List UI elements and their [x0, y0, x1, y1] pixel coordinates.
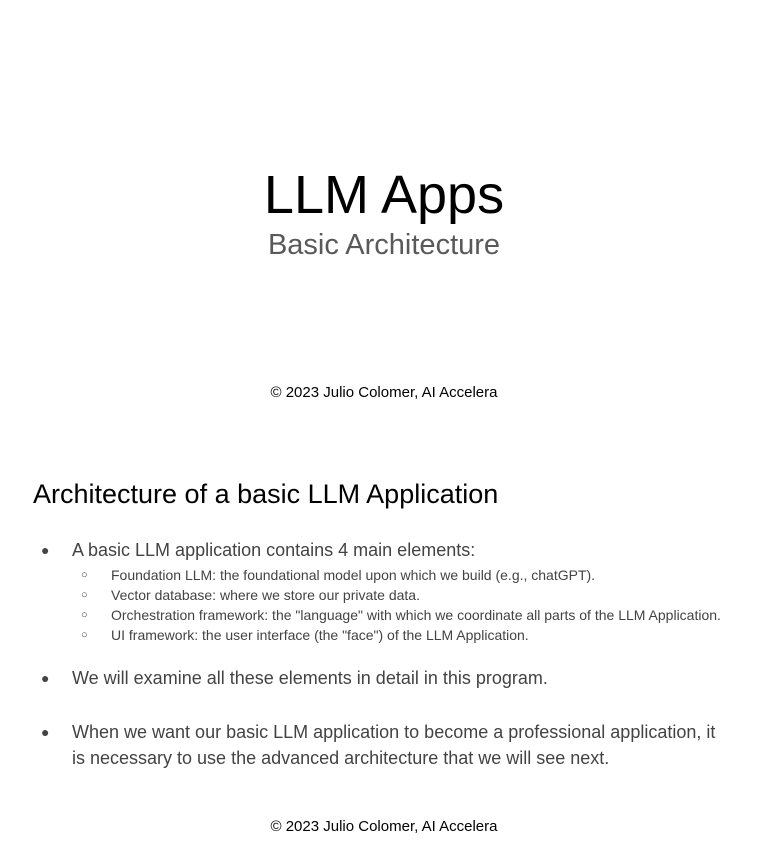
bullet-text: We will examine all these elements in detail in this program. — [72, 668, 548, 688]
slide-subtitle: Basic Architecture — [267, 229, 501, 261]
content-slide — [0, 430, 768, 866]
sub-bullet-item — [72, 605, 733, 625]
bullet-item — [33, 719, 733, 771]
bullet-icon: ● — [41, 542, 50, 558]
bullet-item — [33, 537, 733, 645]
sub-bullet-icon: ○ — [81, 569, 88, 581]
sub-bullet-icon: ○ — [81, 629, 88, 641]
bullet-text: A basic LLM application contains 4 main elements: — [72, 540, 476, 560]
copyright-footer: © 2023 Julio Colomer, AI Accelera — [270, 818, 498, 835]
copyright-footer: © 2023 Julio Colomer, AI Accelera — [270, 384, 498, 401]
title-slide — [0, 0, 768, 430]
bullet-icon: ● — [41, 670, 50, 686]
sub-bullet-icon: ○ — [81, 589, 88, 601]
sub-bullet-item — [72, 565, 733, 585]
slide-title: LLM Apps — [263, 165, 505, 225]
slide-heading: Architecture of a basic LLM Application — [33, 479, 499, 509]
sub-bullet-list — [72, 565, 733, 645]
sub-bullet-text: Vector database: where we store our private data. — [111, 587, 420, 603]
sub-bullet-text: Foundation LLM: the foundational model upon which we build (e.g., chatGPT). — [111, 567, 596, 583]
sub-bullet-text: Orchestration framework: the "language" with which we coordinate all parts of the LLM Application. — [111, 607, 721, 623]
bullet-text: When we want our basic LLM application to become a professional application, it is necessary to use the advanced architecture that we will see next. — [72, 722, 716, 768]
sub-bullet-item — [72, 625, 733, 645]
bullet-list — [33, 537, 733, 771]
sub-bullet-item — [72, 585, 733, 605]
bullet-item — [33, 665, 733, 691]
sub-bullet-icon: ○ — [81, 609, 88, 621]
sub-bullet-text: UI framework: the user interface (the "face") of the LLM Application. — [111, 627, 529, 643]
bullet-icon: ● — [41, 724, 50, 740]
